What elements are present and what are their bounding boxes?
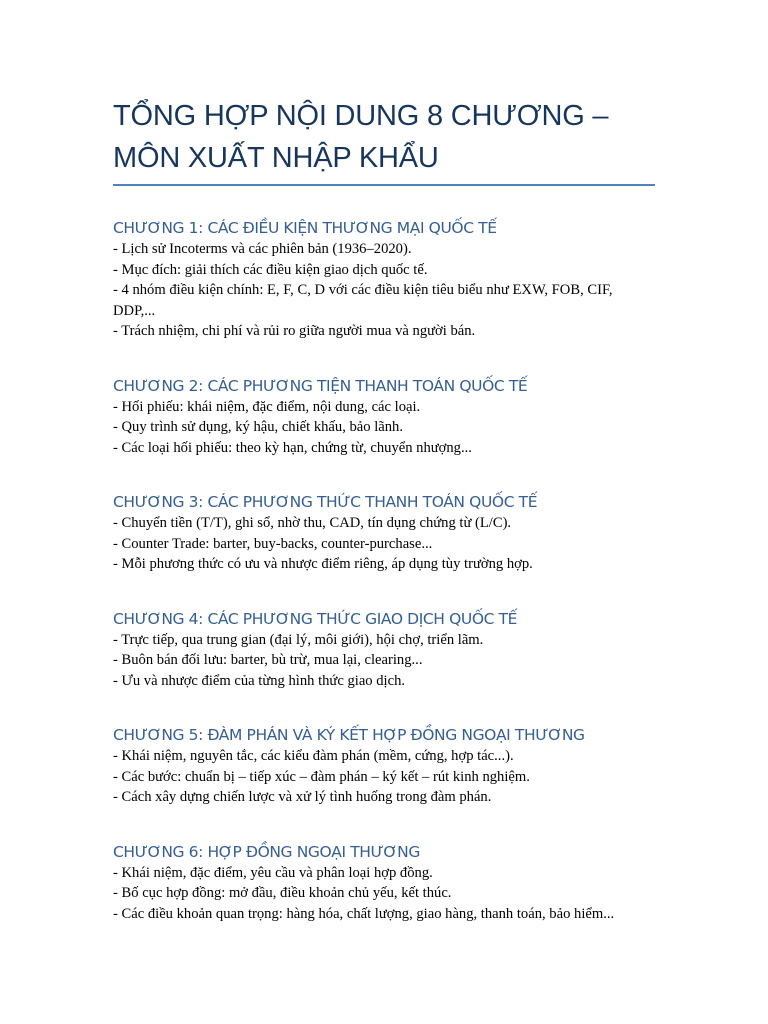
chapter-2-heading: CHƯƠNG 2: CÁC PHƯƠNG TIỆN THANH TOÁN QUỐC TẾ <box>113 376 528 395</box>
chapter-5-heading: CHƯƠNG 5: ĐÀM PHÁN VÀ KÝ KẾT HỢP ĐỒNG NGOẠI THƯƠNG <box>113 726 585 744</box>
chapter-5-points <box>113 746 658 808</box>
document-page <box>113 0 658 924</box>
chapter-point: - Trực tiếp, qua trung gian (đại lý, môi giới), hội chợ, triển lãm. <box>113 631 484 648</box>
chapter-4-points <box>113 630 658 692</box>
chapter-point: - 4 nhóm điều kiện chính: E, F, C, D với các điều kiện tiêu biểu như EXW, FOB, CIF, DDP,... <box>113 282 613 319</box>
chapter-point: - Các loại hối phiếu: theo kỳ hạn, chứng từ, chuyển nhượng... <box>113 439 472 456</box>
chapter-2-points <box>113 397 658 459</box>
chapter-4-section <box>113 608 658 692</box>
document-title-line-1: TỔNG HỢP NỘI DUNG 8 CHƯƠNG – <box>113 100 609 132</box>
chapter-3-heading: CHƯƠNG 3: CÁC PHƯƠNG THỨC THANH TOÁN QUỐC TẾ <box>113 493 538 511</box>
chapter-point: - Quy trình sử dụng, ký hậu, chiết khấu, bảo lãnh. <box>113 419 404 435</box>
chapter-6-points <box>113 863 658 925</box>
document-title <box>113 0 658 179</box>
chapter-1-heading: CHƯƠNG 1: CÁC ĐIỀU KIỆN THƯƠNG MẠI QUỐC TẾ <box>113 219 497 237</box>
chapter-3-points <box>113 513 658 575</box>
chapter-point: - Mục đích: giải thích các điều kiện giao dịch quốc tế. <box>113 261 428 278</box>
chapter-point: - Ưu và nhược điểm của từng hình thức giao dịch. <box>113 672 406 689</box>
chapter-point: - Trách nhiệm, chi phí và rủi ro giữa người mua và người bán. <box>113 323 476 339</box>
chapter-point: - Các bước: chuẩn bị – tiếp xúc – đàm phán – ký kết – rút kinh nghiệm. <box>113 768 530 785</box>
chapter-6-heading: CHƯƠNG 6: HỢP ĐỒNG NGOẠI THƯƠNG <box>113 842 420 861</box>
chapter-point: - Khái niệm, nguyên tắc, các kiểu đàm phán (mềm, cứng, hợp tác...). <box>113 748 514 764</box>
chapter-1-section <box>113 217 658 342</box>
chapter-2-section <box>113 375 658 459</box>
document-title-line-2: MÔN XUẤT NHẬP KHẨU <box>113 142 439 174</box>
chapter-3-section <box>113 491 658 575</box>
chapter-point: - Lịch sử Incoterms và các phiên bản (1936–2020). <box>113 241 412 257</box>
chapter-point: - Hối phiếu: khái niệm, đặc điểm, nội dung, các loại. <box>113 398 421 415</box>
chapter-point: - Bố cục hợp đồng: mở đầu, điều khoản chủ yếu, kết thúc. <box>113 885 452 901</box>
chapter-point: - Các điều khoản quan trọng: hàng hóa, chất lượng, giao hàng, thanh toán, bảo hiểm... <box>113 905 615 922</box>
chapter-point: - Buôn bán đối lưu: barter, bù trừ, mua lại, clearing... <box>113 652 423 668</box>
chapter-6-section <box>113 841 658 925</box>
chapter-point: - Khái niệm, đặc điểm, yêu cầu và phân loại hợp đồng. <box>113 864 433 881</box>
chapter-5-section <box>113 724 658 808</box>
title-underline-rule <box>113 184 655 186</box>
chapter-4-heading: CHƯƠNG 4: CÁC PHƯƠNG THỨC GIAO DỊCH QUỐC TẾ <box>113 609 518 628</box>
chapter-point: - Chuyển tiền (T/T), ghi sổ, nhờ thu, CAD, tín dụng chứng từ (L/C). <box>113 515 512 531</box>
chapter-point: - Cách xây dựng chiến lược và xử lý tình huống trong đàm phán. <box>113 789 492 805</box>
chapter-1-points <box>113 239 658 342</box>
chapter-point: - Counter Trade: barter, buy-backs, counter-purchase... <box>113 535 433 552</box>
chapter-point: - Mỗi phương thức có ưu và nhược điểm riêng, áp dụng tùy trường hợp. <box>113 556 533 572</box>
